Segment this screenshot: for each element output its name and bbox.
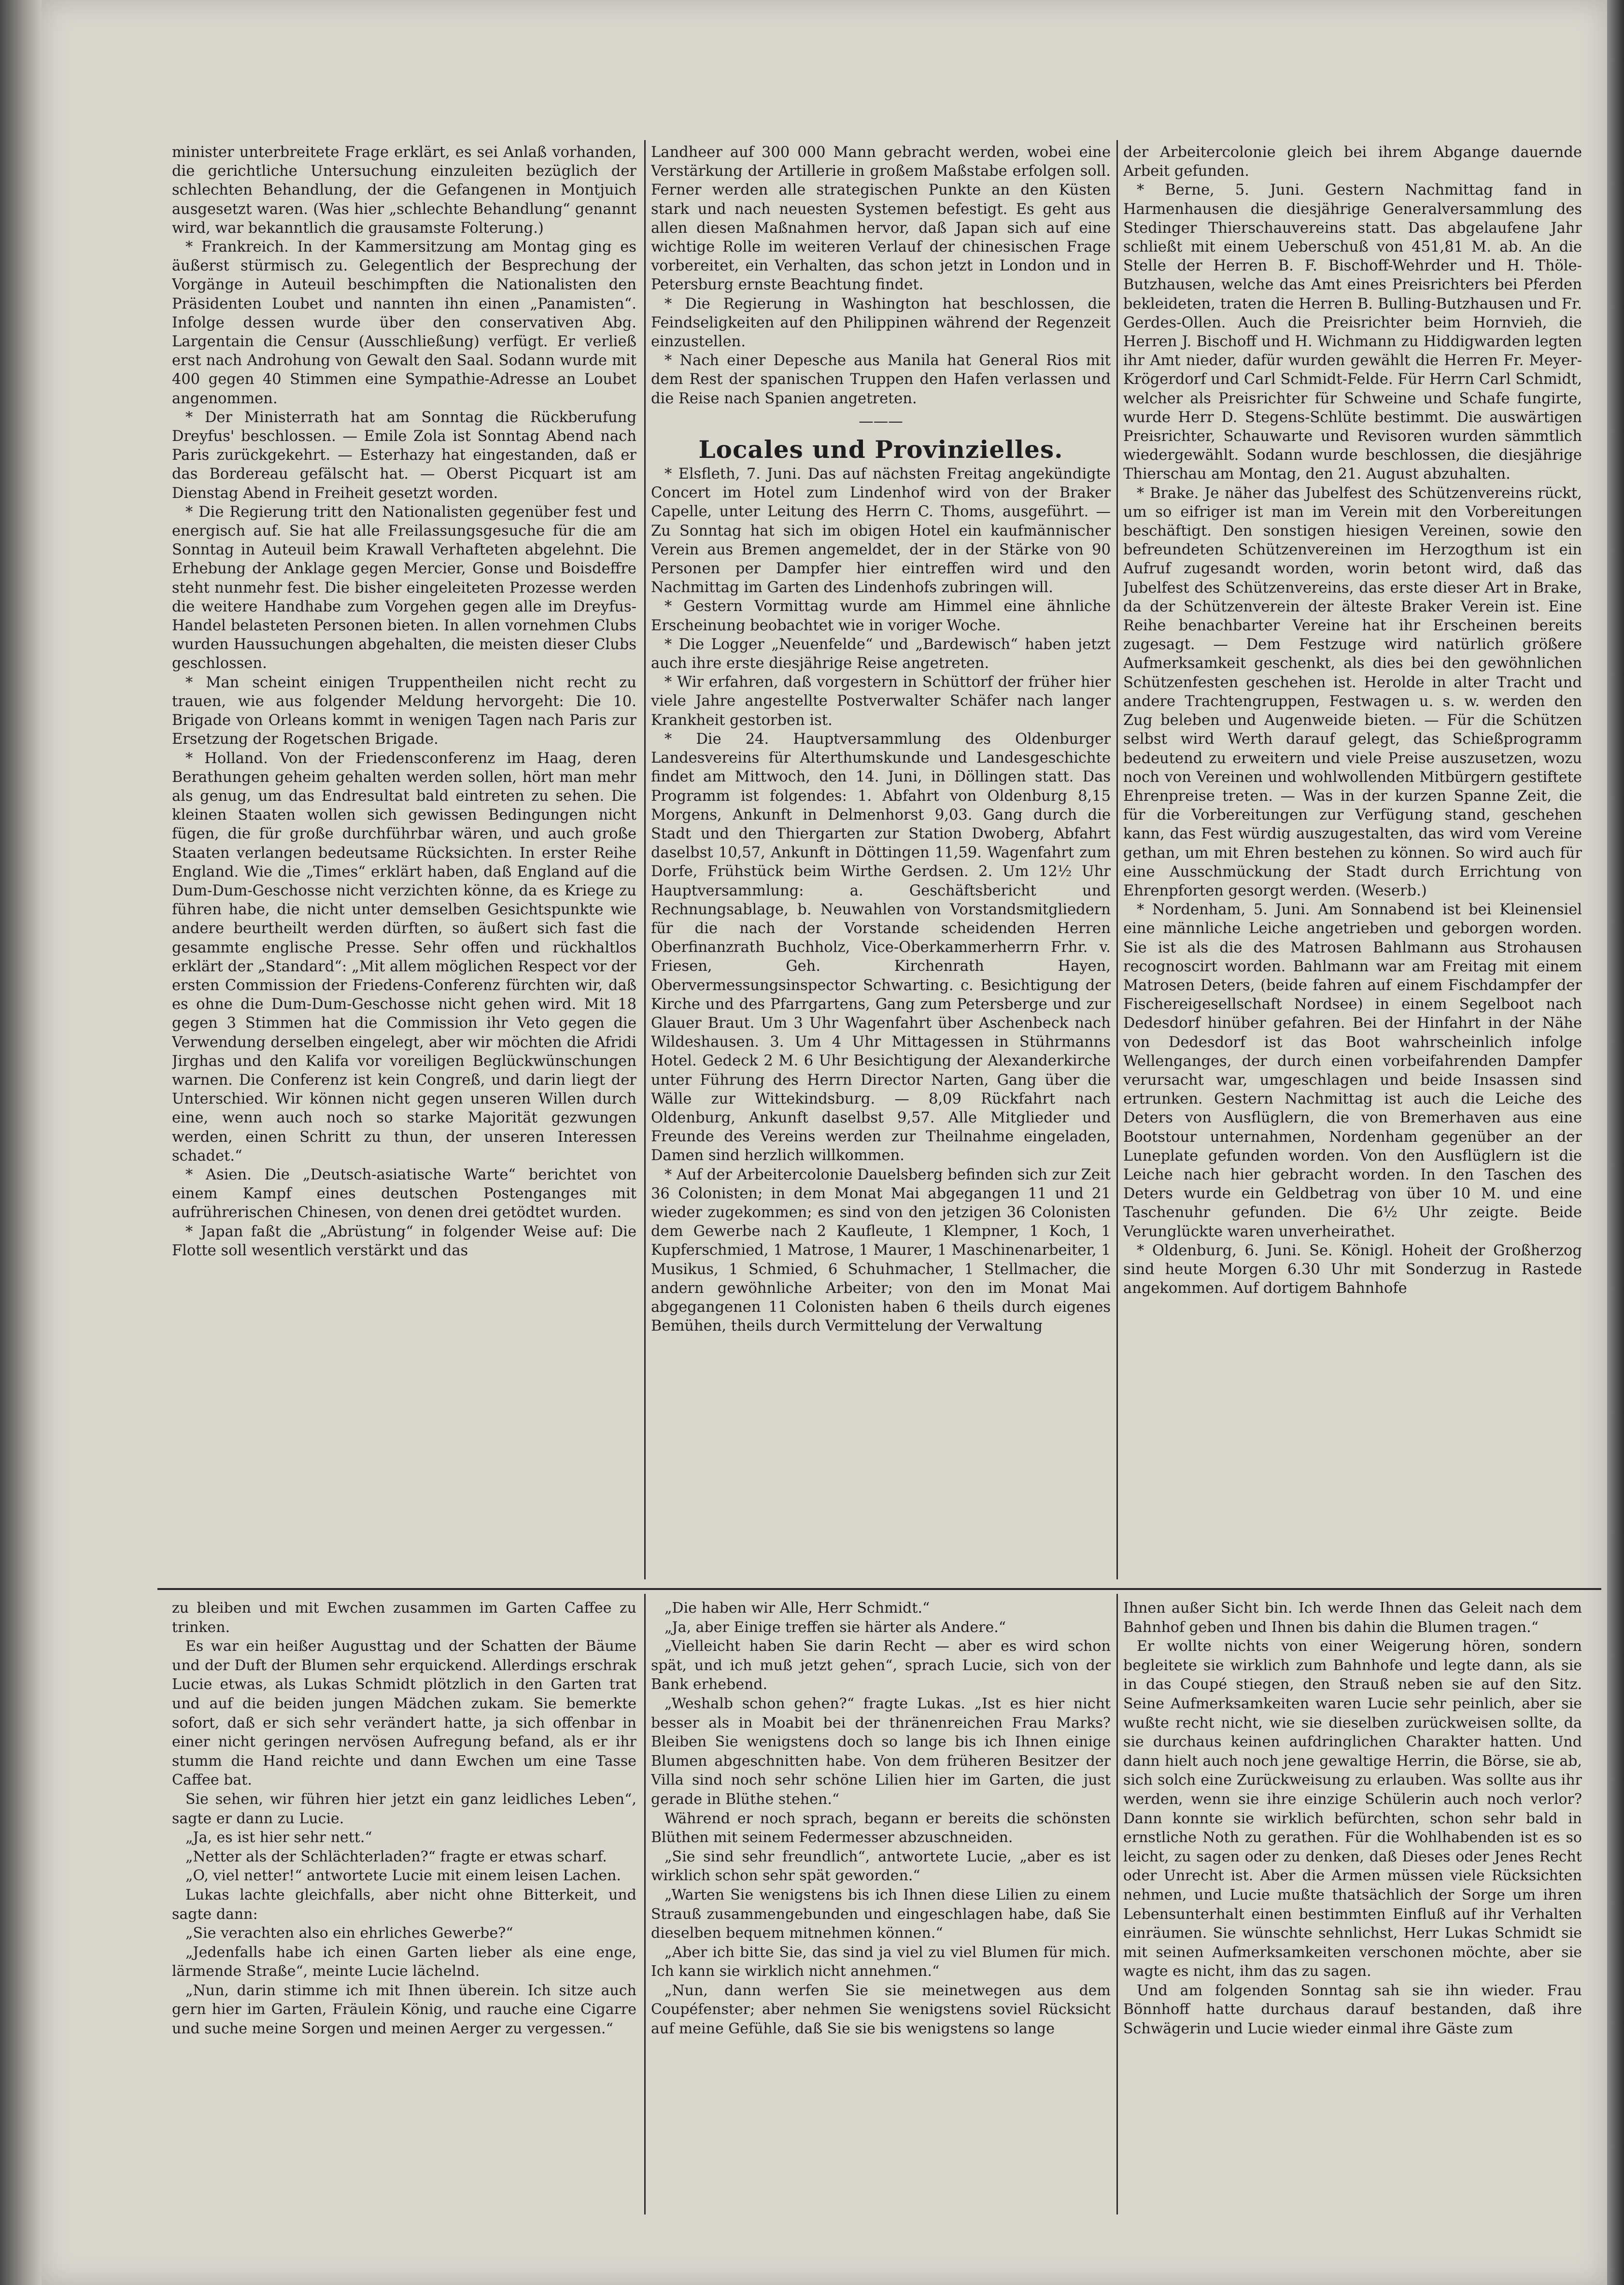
article-paragraph: * Nach einer Depesche aus Manila hat General Rios mit dem Rest der spanischen Truppen den Hafen verlassen und die Reise nach Spanien angetreten.: [651, 352, 1111, 407]
article-paragraph: * Gestern Vormittag wurde am Himmel eine ähnliche Erscheinung beobachtet wie in voriger Woche.: [651, 598, 1111, 634]
newspaper-page: [42, 0, 1607, 2285]
story-paragraph: „Ja, aber Einige treffen sie härter als Andere.“: [664, 1618, 1006, 1636]
story-paragraph: Ihnen außer Sicht bin. Ich werde Ihnen das Geleit nach dem Bahnhof geben und Ihnen bis dahin die Blumen tragen.“: [1123, 1600, 1582, 1636]
article-paragraph: * Auf der Arbeitercolonie Dauelsberg befinden sich zur Zeit 36 Colonisten; in dem Monat Mai abgegangen 11 und 21 wieder zugekommen; es sind von den jetzigen 36 Colonisten dem Gewerbe nach 2 Kaufleute, 1 Klempner, 1 Koch, 1 Kupferschmied, 1 Matrose, 1 Maurer, 1 Maschinenarbeiter, 1 Musikus, 1 Schmied, 6 Schuhmacher, 1 Stellmacher, die andern gewöhnliche Arbeiter; von den im Monat Mai abgegangenen 11 Colonisten haben 6 theils durch eigenes Bemühen, theils durch Vermittelung der Verwaltung: [651, 1166, 1111, 1335]
article-paragraph: * Elsfleth, 7. Juni. Das auf nächsten Freitag angekündigte Concert im Hotel zum Lindenhof wird von der Braker Capelle, unter Leitung des Herrn C. Thoms, ausgeführt. — Zu Sonntag hat sich im obigen Hotel ein kaufmännischer Verein aus Bremen angemeldet, der in der Stärke von 90 Personen per Dampfer hier eintreffen wird und den Nachmittag im Garten des Lindenhofs zubringen will.: [651, 466, 1111, 596]
article-paragraph: * Brake. Je näher das Jubelfest des Schützenvereins rückt, um so eifriger ist man im Verein mit den Vorbereitungen beschäftigt. Den sonstigen hiesigen Vereinen, sowie den befreundeten Schützenvereinen im Herzogthum ist ein Aufruf zugesandt worden, worin betont wird, daß das Jubelfest des Schützenvereins, das erste dieser Art in Brake, da der Schützenverein der älteste Braker Verein ist. Eine Reihe benachbarter Vereine hat ihr Erscheinen bereits zugesagt. — Dem Festzuge wird natürlich größere Aufmerksamkeit geschenkt, als dies bei den gewöhnlichen Schützenfesten geschehen ist. Herolde in alter Tracht und andere Trachtengruppen, Festwagen u. s. w. werden den Zug beleben und Augenweide bieten. — Für die Schützen selbst wird Werth darauf gelegt, das Schießprogramm bedeutend zu erweitern und viele Preise auszusetzen, wozu noch von Vereinen und wohlwollenden Mitbürgern gestiftete Ehrenpreise treten. — Was in der kurzen Spanne Zeit, die für die Vorbereitungen zur Verfügung stand, geschehen kann, das Fest würdig auszugestalten, das wird vom Vereine gethan, um mit Ehren bestehen zu können. So wird auch für eine Ausschmückung der Stadt durch Errichtung von Ehrenpforten gesorgt werden. (Weserb.): [1123, 484, 1582, 899]
story-paragraph: „O, viel netter!“ antwortete Lucie mit einem leisen Lachen.: [185, 1867, 621, 1885]
separator-rule: ———: [859, 412, 903, 430]
section-divider: [157, 1588, 1601, 1590]
story-paragraph: „Aber ich bitte Sie, das sind ja viel zu viel Blumen für mich. Ich kann sie wirklich nicht annehmen.“: [651, 1944, 1111, 1980]
story-paragraph: „Warten Sie wenigstens bis ich Ihnen diese Lilien zu einem Strauß zusammengebunden und eingeschlagen habe, daß Sie dieselben bequem mitnehmen können.“: [651, 1886, 1111, 1942]
article-paragraph: * Asien. Die „Deutsch-asiatische Warte“ berichtet von einem Kampf eines deutschen Postenganges mit aufrührerischen Chinesen, von denen drei getödtet wurden.: [172, 1166, 636, 1221]
story-paragraph: „Weshalb schon gehen?“ fragte Lukas. „Ist es hier nicht besser als in Moabit bei der thränenreichen Frau Marks? Bleiben Sie wenigstens doch so lange bis ich Ihnen einige Blumen abgeschnitten habe. Von dem früheren Besitzer der Villa sind noch sehr schöne Lilien hier im Garten, die just gerade in Blüthe stehen.“: [651, 1695, 1111, 1808]
story-paragraph: zu bleiben und mit Ewchen zusammen im Garten Caffee zu trinken.: [172, 1600, 636, 1636]
story-paragraph: Es war ein heißer Augusttag und der Schatten der Bäume und der Duft der Blumen sehr erquickend. Allerdings erschrak Lucie etwas, als Lukas Schmidt plötzlich in den Garten trat und auf die beiden jungen Mädchen zukam. Sie bemerkte sofort, daß er sich sehr verändert hatte, ja sich offenbar in einer nicht geringen nervösen Aufregung befand, als er ihr stumm die Hand reichte und dann Ewchen um eine Tasse Caffee bat.: [172, 1638, 636, 1789]
article-paragraph: * Die Logger „Neuenfelde“ und „Bardewisch“ haben jetzt auch ihre erste diesjährige Reise angetreten.: [651, 636, 1111, 672]
story-paragraph: „Die haben wir Alle, Herr Schmidt.“: [664, 1600, 930, 1617]
news-column-2: [651, 143, 1111, 1582]
news-column-3: [1123, 143, 1582, 1582]
story-paragraph: „Netter als der Schlächterladen?“ fragte er etwas scharf.: [185, 1848, 607, 1865]
story-column-2: [651, 1599, 1111, 2214]
article-paragraph: * Die Regierung tritt den Nationalisten gegenüber fest und energisch auf. Sie hat alle Freilassungsgesuche für die am Sonntag in Auteuil beim Krawall Verhafteten abgelehnt. Die Erhebung der Anklage gegen Mercier, Gonse und Boisdeffre steht nunmehr fest. Die bisher eingeleiteten Prozesse werden die weitere Handhabe zum Vorgehen gegen alle im Dreyfus-Handel belasteten Personen bieten. In allen vornehmen Clubs wurden Haussuchungen abgehalten, die meisten dieser Clubs geschlossen.: [172, 503, 636, 672]
story-paragraph: Und am folgenden Sonntag sah sie ihn wieder. Frau Bönnhoff hatte durchaus darauf bestanden, daß ihre Schwägerin und Lucie wieder einmal ihre Gäste zum: [1123, 1982, 1582, 2038]
news-column-1: [172, 143, 636, 1582]
story-paragraph: „Nun, darin stimme ich mit Ihnen überein. Ich sitze auch gern hier im Garten, Fräulein König, und rauche eine Cigarre und suche meine Sorgen und meinen Aerger zu vergessen.“: [172, 1982, 636, 2038]
article-paragraph: * Holland. Von der Friedensconferenz im Haag, deren Berathungen geheim gehalten werden sollen, hört man mehr als genug, um das Endresultat bald eintreten zu sehen. Die kleinen Staaten wollen sich gewissen Bedingungen nicht fügen, die für große durchführbar wären, und auch große Staaten verlangen bedeutsame Rücksichten. In erster Reihe England. Wie die „Times“ erklärt haben, daß England auf die Dum-Dum-Geschosse nicht verzichten könne, da es Kriege zu führen habe, die nicht unter demselben Gesichtspunkte wie andere beurtheilt werden dürften, so äußert sich fast die gesammte englische Presse. Sehr offen und rückhaltlos erklärt der „Standard“: „Mit allem möglichen Respect vor der ersten Commission der Friedens-Conferenz fürchten wir, daß es ohne die Dum-Dum-Geschosse nicht gehen wird. Mit 18 gegen 3 Stimmen hat die Commission ihr Veto gegen die Verwendung derselben eingelegt, aber wir möchten die Afridi Jirghas und den Kalifa vor voreiligen Beglückwünschungen warnen. Die Conferenz ist kein Congreß, und darin liegt der Unterschied. Wir können nicht gegen unseren Willen durch eine, wenn auch noch so starke Majorität gezwungen werden, einen Schritt zu thun, der unseren Interessen schadet.“: [172, 750, 636, 1164]
article-paragraph: Landheer auf 300 000 Mann gebracht werden, wobei eine Verstärkung der Artillerie in großem Maßstabe erfolgen soll. Ferner werden alle strategischen Punkte an den Küsten stark und nach neuesten Systemen befestigt. Es geht aus allen diesen Maßnahmen hervor, daß Japan sich auf eine wichtige Rolle im weiteren Verlauf der chinesischen Frage vorbereitet, ein Verhalten, das schon jetzt in London und in Petersburg ernste Beachtung findet.: [651, 144, 1111, 294]
column-rule-2: [1116, 140, 1118, 1579]
article-paragraph: * Die Regierung in Washington hat beschlossen, die Feindseligkeiten auf den Philippinen während der Regenzeit einzustellen.: [651, 295, 1111, 351]
story-paragraph: Er wollte nichts von einer Weigerung hören, sondern begleitete sie wirklich zum Bahnhofe und legte dann, als sie in das Coupé stiegen, den Strauß neben sie auf den Sitz. Seine Aufmerksamkeiten waren Lucie sehr peinlich, aber sie wußte recht nicht, wie sie dieselben zurückweisen sollte, da sie durchaus keinen aufdringlichen Charakter hatten. Und dann hielt auch noch jene gewaltige Herrin, die Börse, sie ab, sich solch eine Zurückweisung zu erlauben. Was sollte aus ihr werden, wenn sie ihre einzige Schülerin auch noch verlor? Dann konnte sie wirklich befürchten, schon sehr bald in ernstliche Noth zu gerathen. Für die Wohlhabenden ist es so leicht, zu sagen oder zu denken, daß Dieses oder Jenes Recht oder Unrecht ist. Aber die Armen müssen viele Rücksichten nehmen, und Lucie mußte thatsächlich der Sorge um ihren Lebensunterhalt einen bestimmten Einfluß auf ihr Verhalten einräumen. Sie wünschte sehnlichst, Herr Lukas Schmidt sie mit seinen Aufmerksamkeiten verschonen möchte, aber sie wagte es nicht, ihm das zu sagen.: [1123, 1638, 1582, 1980]
story-paragraph: „Vielleicht haben Sie darin Recht — aber es wird schon spät, und ich muß jetzt gehen“, sprach Lucie, sich von der Bank erhebend.: [651, 1638, 1111, 1693]
story-paragraph: Lukas lachte gleichfalls, aber nicht ohne Bitterkeit, und sagte dann:: [172, 1886, 636, 1923]
story-paragraph: „Jedenfalls habe ich einen Garten lieber als eine enge, lärmende Straße“, meinte Lucie lächelnd.: [172, 1944, 636, 1980]
story-rule-1: [644, 1594, 646, 2214]
article-paragraph: * Japan faßt die „Abrüstung“ in folgender Weise auf: Die Flotte soll wesentlich verstärkt und das: [172, 1223, 636, 1259]
article-paragraph: * Oldenburg, 6. Juni. Se. Königl. Hoheit der Großherzog sind heute Morgen 6.30 Uhr mit Sonderzug in Rastede angekommen. Auf dortigem Bahnhofe: [1123, 1242, 1582, 1297]
article-paragraph: * Frankreich. In der Kammersitzung am Montag ging es äußerst stürmisch zu. Gelegentlich der Besprechung der Vorgänge in Auteuil beschimpften die Nationalisten den Präsidenten Loubet und nannten ihn einen „Panamisten“. Infolge dessen wurde über den conservativen Abg. Largentain die Censur (Ausschließung) verfügt. Er verließ erst nach Androhung von Gewalt den Saal. Sodann wurde mit 400 gegen 40 Stimmen eine Sympathie-Adresse an Loubet angenommen.: [172, 239, 636, 407]
story-paragraph: „Sie sind sehr freundlich“, antwortete Lucie, „aber es ist wirklich schon sehr spät geworden.“: [651, 1848, 1111, 1885]
story-paragraph: Sie sehen, wir führen hier jetzt ein ganz leidliches Leben“, sagte er dann zu Lucie.: [172, 1790, 636, 1827]
section-heading: Locales und Provinzielles.: [698, 435, 1063, 464]
article-paragraph: * Man scheint einigen Truppentheilen nicht recht zu trauen, wie aus folgender Meldung hervorgeht: Die 10. Brigade von Orleans kommt in wenigen Tagen nach Paris zur Ersetzung der Rogetschen Brigade.: [172, 674, 636, 748]
article-paragraph: * Wir erfahren, daß vorgestern in Schüttorf der früher hier viele Jahre angestellte Postverwalter Schäfer nach langer Krankheit gestorben ist.: [651, 674, 1111, 729]
article-paragraph: minister unterbreitete Frage erklärt, es sei Anlaß vorhanden, die gerichtliche Untersuchung einzuleiten bezüglich der schlechten Behandlung, der die Gefangenen in Montjuich ausgesetzt waren. (Was hier „schlechte Behandlung“ genannt wird, war bekanntlich die grausamste Folterung.): [172, 144, 636, 237]
article-paragraph: der Arbeitercolonie gleich bei ihrem Abgange dauernde Arbeit gefunden.: [1123, 144, 1582, 180]
article-paragraph: * Der Ministerrath hat am Sonntag die Rückberufung Dreyfus' beschlossen. — Emile Zola ist Sonntag Abend nach Paris zurückgekehrt. — Esterhazy hat eingestanden, daß er das Bordereau gefälscht hat. — Oberst Picquart ist am Dienstag Abend in Freiheit gesetzt worden.: [172, 409, 636, 502]
story-paragraph: „Nun, dann werfen Sie sie meinetwegen aus dem Coupéfenster; aber nehmen Sie wenigstens soviel Rücksicht auf meine Gefühle, daß Sie sie bis wenigstens so lange: [651, 1982, 1111, 2038]
article-paragraph: * Nordenham, 5. Juni. Am Sonnabend ist bei Kleinensiel eine männliche Leiche angetrieben und geborgen worden. Sie ist als die des Matrosen Bahlmann aus Strohausen recognoscirt worden. Bahlmann war am Freitag mit einem Matrosen Deters, (beide fahren auf einem Fischdampfer der Fischereigesellschaft Nordsee) in einem Segelboot nach Dedesdorf hinüber gefahren. Bei der Hinfahrt in der Nähe von Dedesdorf ist das Boot wahrscheinlich infolge Wellenganges, der durch einen vorbeifahrenden Dampfer verursacht war, umgeschlagen und beide Insassen sind ertrunken. Gestern Nachmittag ist auch die Leiche des Deters von Ausflüglern, die von Bremerhaven aus eine Bootstour unternahmen, Nordenham gegenüber an der Luneplate gefunden worden. Von den Ausflüglern ist die Leiche nach hier gebracht worden. In den Taschen des Deters wurde ein Geldbetrag von über 10 M. und eine Taschenuhr gefunden. Die 6½ Uhr zeigte. Beide Verunglückte waren unverheirathet.: [1123, 901, 1582, 1240]
page-right-edge: [1607, 0, 1624, 2285]
story-column-3: [1123, 1599, 1582, 2214]
story-column-1: [172, 1599, 636, 2214]
story-paragraph: „Ja, es ist hier sehr nett.“: [185, 1829, 372, 1846]
page-binding-edge: [0, 0, 42, 2285]
story-paragraph: „Sie verachten also ein ehrliches Gewerbe?“: [185, 1925, 513, 1942]
column-rule-1: [644, 140, 646, 1579]
story-rule-2: [1116, 1594, 1118, 2214]
story-paragraph: Während er noch sprach, begann er bereits die schönsten Blüthen mit seinem Federmesser abzuschneiden.: [651, 1810, 1111, 1846]
article-paragraph: * Berne, 5. Juni. Gestern Nachmittag fand in Harmenhausen die diesjährige Generalversammlung des Stedinger Thierschauvereins statt. Das abgelaufene Jahr schließt mit einem Ueberschuß von 451,81 M. ab. An die Stelle der Herren B. F. Bischoff-Wehrder und H. Thöle-Butzhausen, welche das Amt eines Preisrichters bei Pferden bekleideten, traten die Herren B. Bulling-Butzhausen und Fr. Gerdes-Ollen. Auch die Preisrichter beim Hornvieh, die Herren J. Bischoff und H. Wichmann zu Hiddigwarden legten ihr Amt nieder, dafür wurden gewählt die Herren Fr. Meyer-Krögerdorf und Carl Schmidt-Felde. Für Herrn Carl Schmidt, welcher als Preisrichter für Schweine und Schafe fungirte, wurde Herr D. Stegens-Schlüte bestimmt. Die auswärtigen Preisrichter, Schauwarte und Revisoren wurden sämmtlich wiedergewählt. Sodann wurde beschlossen, die diesjährige Thierschau am Montag, den 21. August abzuhalten.: [1123, 182, 1582, 483]
article-paragraph: * Die 24. Hauptversammlung des Oldenburger Landesvereins für Alterthumskunde und Landesgeschichte findet am Mittwoch, den 14. Juni, in Döllingen statt. Das Programm ist folgendes: 1. Abfahrt von Oldenburg 8,15 Morgens, Ankunft in Delmenhorst 9,03. Gang durch die Stadt und den Thiergarten zur Station Dwoberg, Abfahrt daselbst 10,57, Ankunft in Döttingen 11,59. Wagenfahrt zum Dorfe, Frühstück beim Wirthe Gerdsen. 2. Um 12½ Uhr Hauptversammlung: a. Geschäftsbericht und Rechnungsablage, b. Neuwahlen von Vorstandsmitgliedern für die nach der Vorstande scheidenden Herren Oberfinanzrath Buchholz, Vice-Oberkammerherrn Frhr. v. Friesen, Geh. Kirchenrath Hayen, Obervermessungsinspector Schwarting. c. Besichtigung der Kirche und des Pfarrgartens, Gang zum Petersberge und zur Glauer Braut. Um 3 Uhr Wagenfahrt über Aschenbeck nach Wildeshausen. 3. Um 4 Uhr Mittagessen in Stührmanns Hotel. Gedeck 2 M. 6 Uhr Besichtigung der Alexanderkirche unter Führung des Herrn Director Narten, Gang über die Wälle zur Wittekindsburg. — 8,09 Rückfahrt nach Oldenburg, Ankunft daselbst 9,57. Alle Mitglieder und Freunde des Vereins werden zur Theilnahme eingeladen, Damen sind herzlich willkommen.: [651, 730, 1111, 1164]
